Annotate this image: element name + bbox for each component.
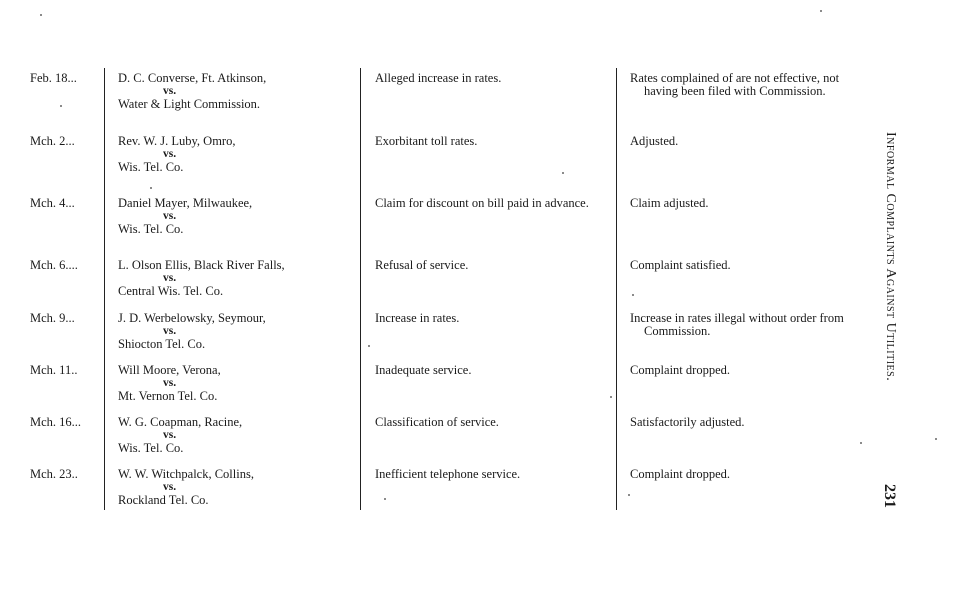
row-parties xyxy=(118,312,358,351)
table-row xyxy=(0,416,880,466)
row-nature: Alleged increase in rates. xyxy=(375,71,502,85)
scan-speck xyxy=(40,14,42,16)
respondent: Wis. Tel. Co. xyxy=(118,441,184,455)
row-disposition: Claim adjusted. xyxy=(630,196,709,210)
versus: vs. xyxy=(163,377,177,389)
respondent: Rockland Tel. Co. xyxy=(118,493,209,507)
row-disposition: Adjusted. xyxy=(630,134,679,148)
row-date: Mch. 2... xyxy=(30,134,75,148)
respondent: Wis. Tel. Co. xyxy=(118,222,184,236)
row-nature: Exorbitant toll rates. xyxy=(375,134,478,148)
scan-speck xyxy=(610,396,612,398)
running-head: Informal Complaints Against Utilities. xyxy=(883,132,898,382)
page-number: 231 xyxy=(881,484,898,508)
versus: vs. xyxy=(163,85,177,97)
row-parties xyxy=(118,197,358,236)
complainant: Will Moore, Verona, xyxy=(118,363,221,377)
scan-speck xyxy=(860,442,862,444)
row-date: Mch. 16... xyxy=(30,415,82,429)
row-parties xyxy=(118,364,358,403)
table-row xyxy=(0,468,880,518)
complainant: W. W. Witchpalck, Collins, xyxy=(118,467,254,481)
complainant: Rev. W. J. Luby, Omro, xyxy=(118,134,236,148)
respondent: Wis. Tel. Co. xyxy=(118,160,184,174)
row-date: Mch. 4... xyxy=(30,196,75,210)
versus: vs. xyxy=(163,272,177,284)
versus: vs. xyxy=(163,210,177,222)
scan-speck xyxy=(368,345,370,347)
scan-speck xyxy=(632,294,634,296)
row-date: Mch. 23.. xyxy=(30,467,78,481)
row-disposition: Complaint dropped. xyxy=(630,467,730,481)
row-date: Mch. 11.. xyxy=(30,363,78,377)
row-nature: Increase in rates. xyxy=(375,311,460,325)
scan-speck xyxy=(60,105,62,107)
row-disposition: Complaint dropped. xyxy=(630,363,730,377)
table-row xyxy=(0,312,880,362)
respondent: Central Wis. Tel. Co. xyxy=(118,284,224,298)
row-date: Mch. 9... xyxy=(30,311,75,325)
row-disposition: Satisfactorily adjusted. xyxy=(630,415,745,429)
row-nature: Inefficient telephone service. xyxy=(375,467,521,481)
respondent: Shiocton Tel. Co. xyxy=(118,337,206,351)
row-date: Feb. 18... xyxy=(30,71,77,85)
complainant: L. Olson Ellis, Black River Falls, xyxy=(118,258,285,272)
row-nature: Refusal of service. xyxy=(375,258,469,272)
respondent: Water & Light Commission. xyxy=(118,97,261,111)
scan-speck xyxy=(384,498,386,500)
scan-speck xyxy=(562,172,564,174)
scan-speck xyxy=(935,438,937,440)
complainant: D. C. Converse, Ft. Atkinson, xyxy=(118,71,267,85)
row-nature: Inadequate service. xyxy=(375,363,472,377)
row-nature: Claim for discount on bill paid in advance. xyxy=(375,196,589,210)
versus: vs. xyxy=(163,325,177,337)
complainant: Daniel Mayer, Milwaukee, xyxy=(118,196,253,210)
respondent: Mt. Vernon Tel. Co. xyxy=(118,389,218,403)
row-parties xyxy=(118,259,358,298)
versus: vs. xyxy=(163,481,177,493)
row-disposition: Increase in rates illegal without order from Commission. xyxy=(630,311,844,338)
table-row xyxy=(0,364,880,414)
row-parties xyxy=(118,468,358,507)
table-row xyxy=(0,259,880,309)
table-row xyxy=(0,197,880,247)
scan-speck xyxy=(820,10,822,12)
row-parties xyxy=(118,135,358,174)
row-disposition: Rates complained of are not effective, not having been filed with Commission. xyxy=(630,71,840,98)
table-row xyxy=(0,135,880,185)
row-disposition: Complaint satisfied. xyxy=(630,258,731,272)
row-parties xyxy=(118,72,358,111)
table-row xyxy=(0,72,880,122)
row-date: Mch. 6.... xyxy=(30,258,78,272)
scan-speck xyxy=(150,187,152,189)
complainant: J. D. Werbelowsky, Seymour, xyxy=(118,311,266,325)
scan-speck xyxy=(628,494,630,496)
versus: vs. xyxy=(163,148,177,160)
versus: vs. xyxy=(163,429,177,441)
row-nature: Classification of service. xyxy=(375,415,499,429)
complainant: W. G. Coapman, Racine, xyxy=(118,415,243,429)
row-parties xyxy=(118,416,358,455)
